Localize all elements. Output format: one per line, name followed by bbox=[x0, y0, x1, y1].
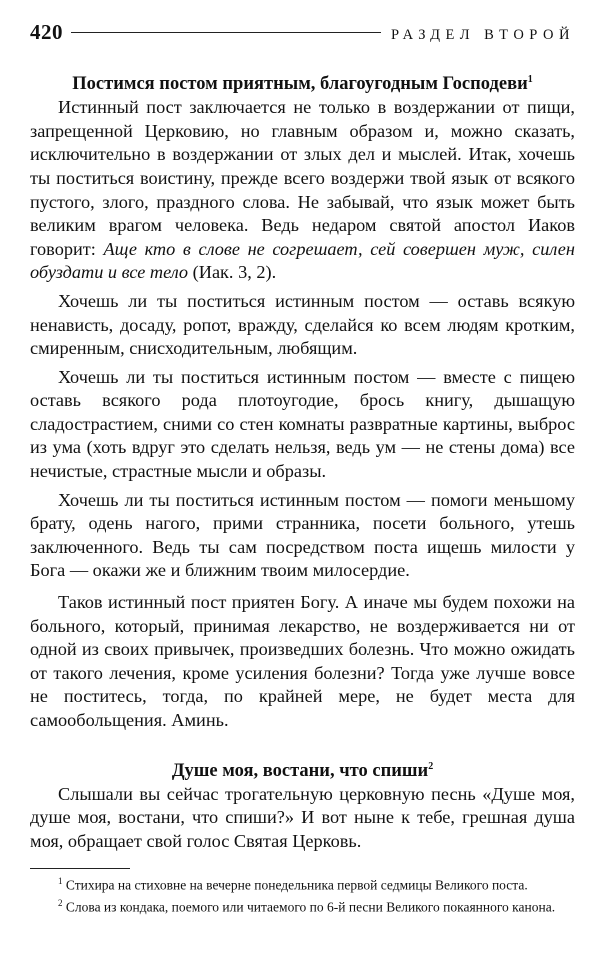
footnote-text: Слова из кондака, поемого или читаемого по 6-й песни Великого покаянного канона. bbox=[65, 899, 556, 915]
footnote bbox=[30, 872, 575, 895]
running-header bbox=[30, 20, 575, 50]
paragraph: Таков истинный пост приятен Богу. А иначе мы будем похожи на больного, который, принимая лекарство, не воздерживается ни от одной из своих привычек, произведших болезнь. Что можно ожидать от такого лечения, кроме усиления болезни? Тогда уже лучше вовсе не поститесь, тогда, по крайней мере, не будет места для самообольщения. Аминь. bbox=[30, 592, 575, 730]
section-title: РАЗДЕЛ ВТОРОЙ bbox=[390, 27, 575, 43]
paragraph-text: Истинный пост заключается не только в воздержании от пищи, запрещенной Церковию, но главным образом и, можно сказать, исключительно в воздержании от злых дел и мыслей. Итак, хочешь ты поститься воистину, прежде всего воздержи твой язык от всякого пустого, злого, праздного слова. Не забывай, что язык может быть великим врагом человека. Ведь недаром святой апостол Иаков говорит: bbox=[30, 97, 575, 259]
paragraph: Хочешь ли ты поститься истинным постом — оставь всякую ненависть, досаду, ропот, вражду, сделайся ко всем людям кротким, смиренным, снисходительным, любящим. bbox=[30, 290, 575, 359]
scripture-reference: (Иак. 3, 2). bbox=[188, 262, 277, 283]
book-page bbox=[30, 20, 575, 917]
paragraph: Хочешь ли ты поститься истинным постом — помоги меньшому брату, одень нагого, прими странника, посети больного, утешь заключенного. Ведь ты сам посредством поста ищешь милости у Бога — окажи же и ближним твоим милосердие. bbox=[30, 489, 575, 581]
sermon-title-2 bbox=[30, 755, 575, 783]
footnote-text: Стихира на стиховне на вечерне понедельника первой седмицы Великого поста. bbox=[65, 877, 528, 893]
footnote-mark: 2 bbox=[58, 898, 63, 909]
sermon-1-body bbox=[30, 96, 575, 732]
footnote-mark: 1 bbox=[58, 875, 63, 886]
footnotes bbox=[30, 872, 575, 917]
footnote-rule bbox=[30, 868, 130, 869]
scripture-quote: Аще кто в слове не согрешает, сей совершен муж, силен обуздати и все тело bbox=[30, 238, 575, 283]
footnote-ref-2: 2 bbox=[428, 760, 434, 772]
sermon-title-2-text: Душе моя, востани, что спиши bbox=[171, 760, 429, 781]
sermon-2-body bbox=[30, 783, 575, 854]
footnote-ref-1: 1 bbox=[527, 74, 533, 85]
header-rule bbox=[71, 32, 381, 33]
footnote bbox=[30, 894, 575, 917]
sermon-title-1 bbox=[30, 68, 575, 96]
paragraph: Хочешь ли ты поститься истинным постом — вместе с пищею оставь всякого рода плотоугодие, брось книгу, дышащую сладострастием, сними со стен комнаты развратные картины, выброс из ума (хоть вдруг это сделать нельзя, ведь ум — не стены дома) все нечистые, страстные мысли и образы. bbox=[30, 366, 575, 482]
paragraph: Слышали вы сейчас трогательную церковную песнь «Душе моя, душе моя, востани, что спиши?» И вот ныне к тебе, грешная душа моя, обращает свой голос Святая Церковь. bbox=[30, 783, 575, 851]
page-number: 420 bbox=[30, 20, 63, 44]
sermon-title-1-text: Постимся постом приятным, благоугодным Господеви bbox=[72, 74, 528, 95]
paragraph bbox=[30, 96, 575, 285]
